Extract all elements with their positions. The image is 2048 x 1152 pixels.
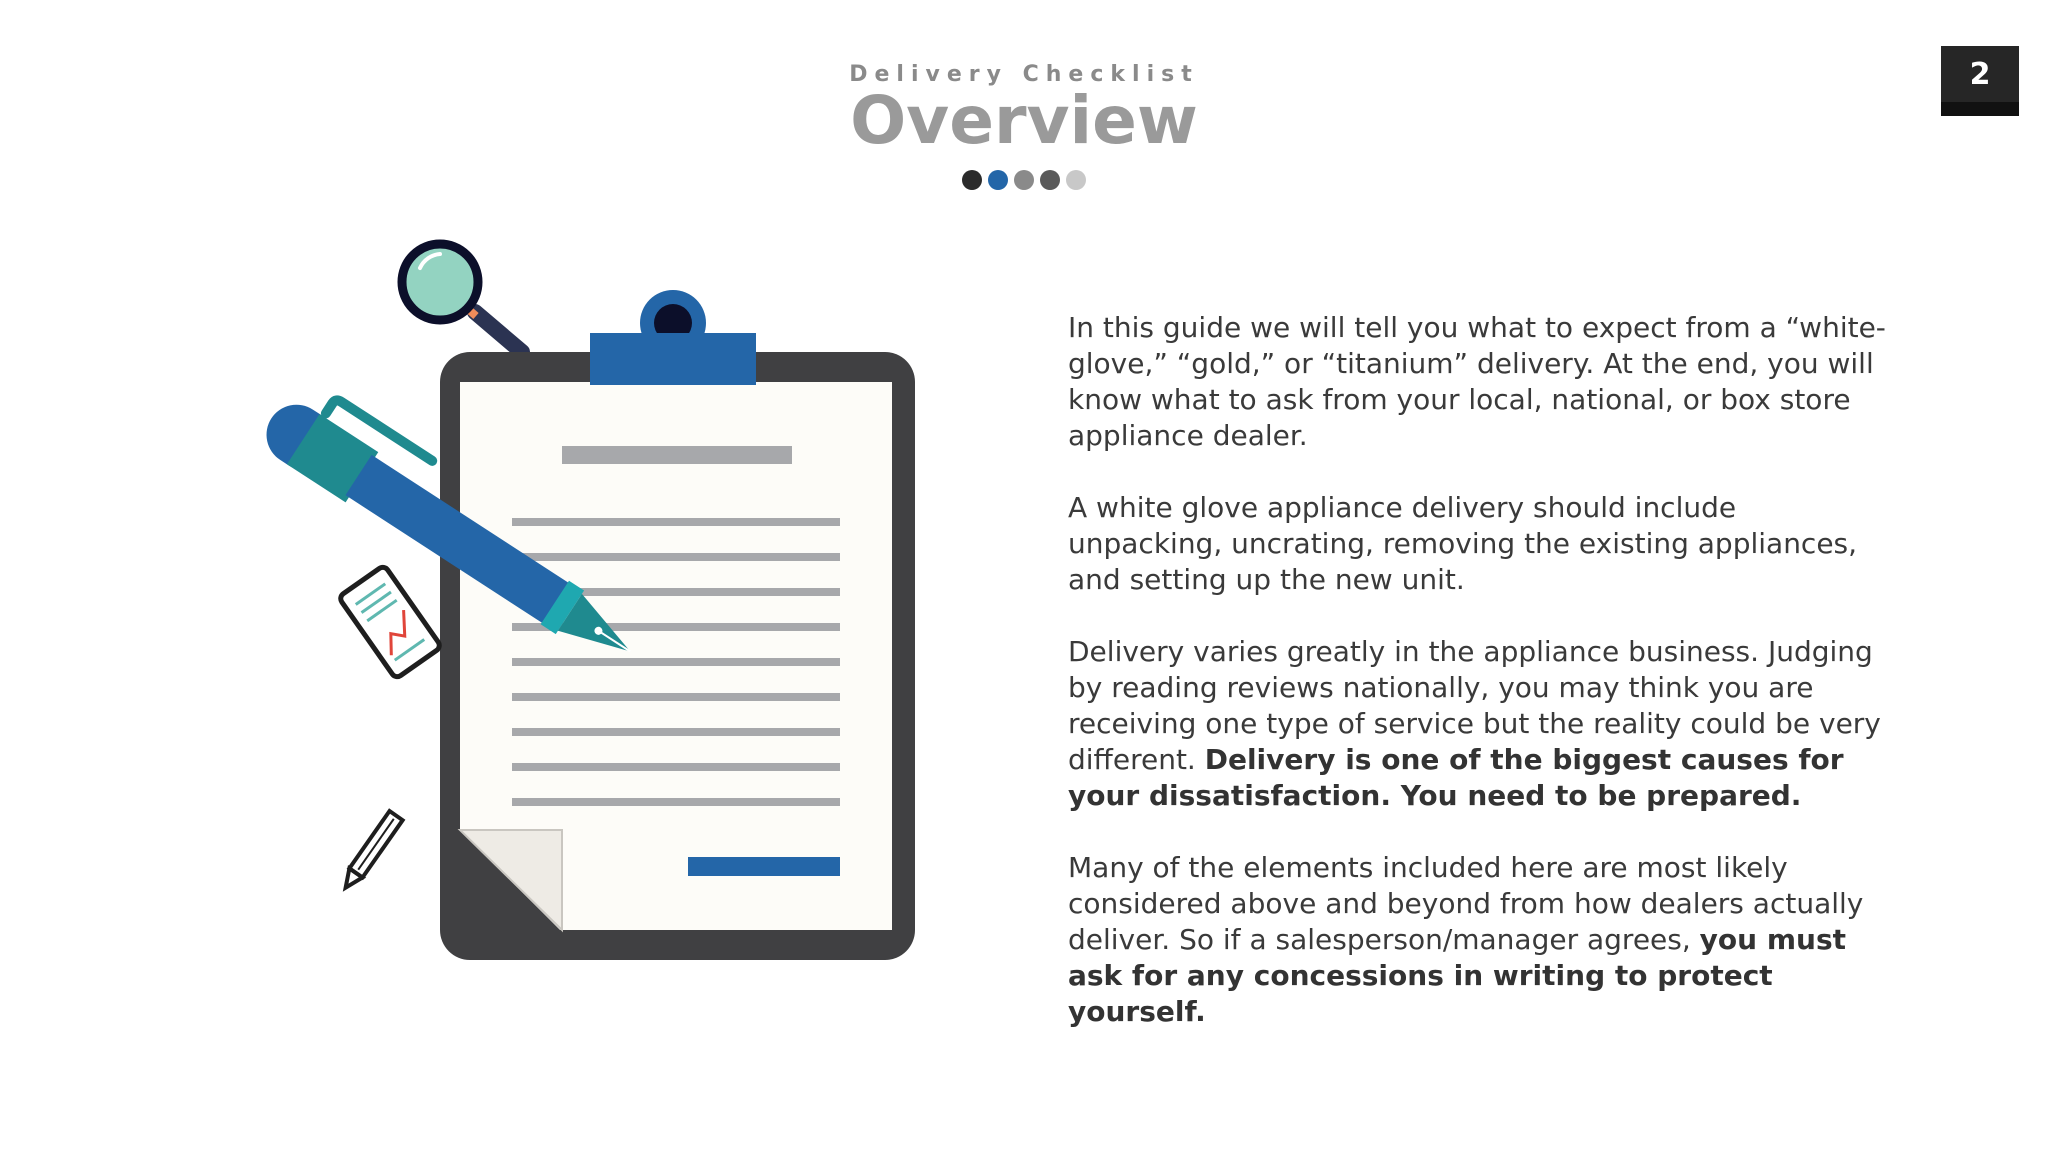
progress-dot: [962, 170, 982, 190]
progress-dot: [988, 170, 1008, 190]
clipboard-icon: [440, 290, 915, 960]
emphasis-text: you must ask for any concessions in writing to protect yourself.: [1068, 923, 1847, 1028]
paragraph-concessions: [1068, 850, 1898, 1030]
progress-dots: [0, 170, 2048, 190]
magnifier-icon: [402, 244, 522, 352]
paragraph-intro: In this guide we will tell you what to expect from a “white-glove,” “gold,” or “titanium” delivery. At the end, you will know what to ask from your local, national, or box store appliance dealer.: [1068, 311, 1886, 452]
paragraph-white-glove: A white glove appliance delivery should include unpacking, uncrating, removing the existing appliances, and setting up the new unit.: [1068, 491, 1858, 596]
paragraph-delivery-varies: [1068, 634, 1898, 814]
slide-title: Overview: [850, 82, 1198, 159]
paragraph-text: Delivery varies greatly in the appliance business. Judging by reading reviews nationally, you may think you are receiving one type of service but the reality could be very different.: [1068, 635, 1881, 776]
progress-dot: [1040, 170, 1060, 190]
emphasis-text: Delivery is one of the biggest causes for your dissatisfaction. You need to be prepared.: [1068, 743, 1844, 812]
progress-dot: [1014, 170, 1034, 190]
pencil-icon: [339, 811, 403, 892]
progress-dot: [1066, 170, 1086, 190]
overview-body: [1068, 310, 1898, 1066]
page-number-badge: 2: [1941, 46, 2019, 116]
slide-kicker: Delivery Checklist: [849, 62, 1199, 87]
paragraph-text: Many of the elements included here are most likely considered above and beyond from how dealers actually deliver. So if a salesperson/manager agrees,: [1068, 851, 1864, 956]
tablet-chart-icon: [338, 565, 441, 679]
clipboard-illustration: [250, 230, 930, 970]
